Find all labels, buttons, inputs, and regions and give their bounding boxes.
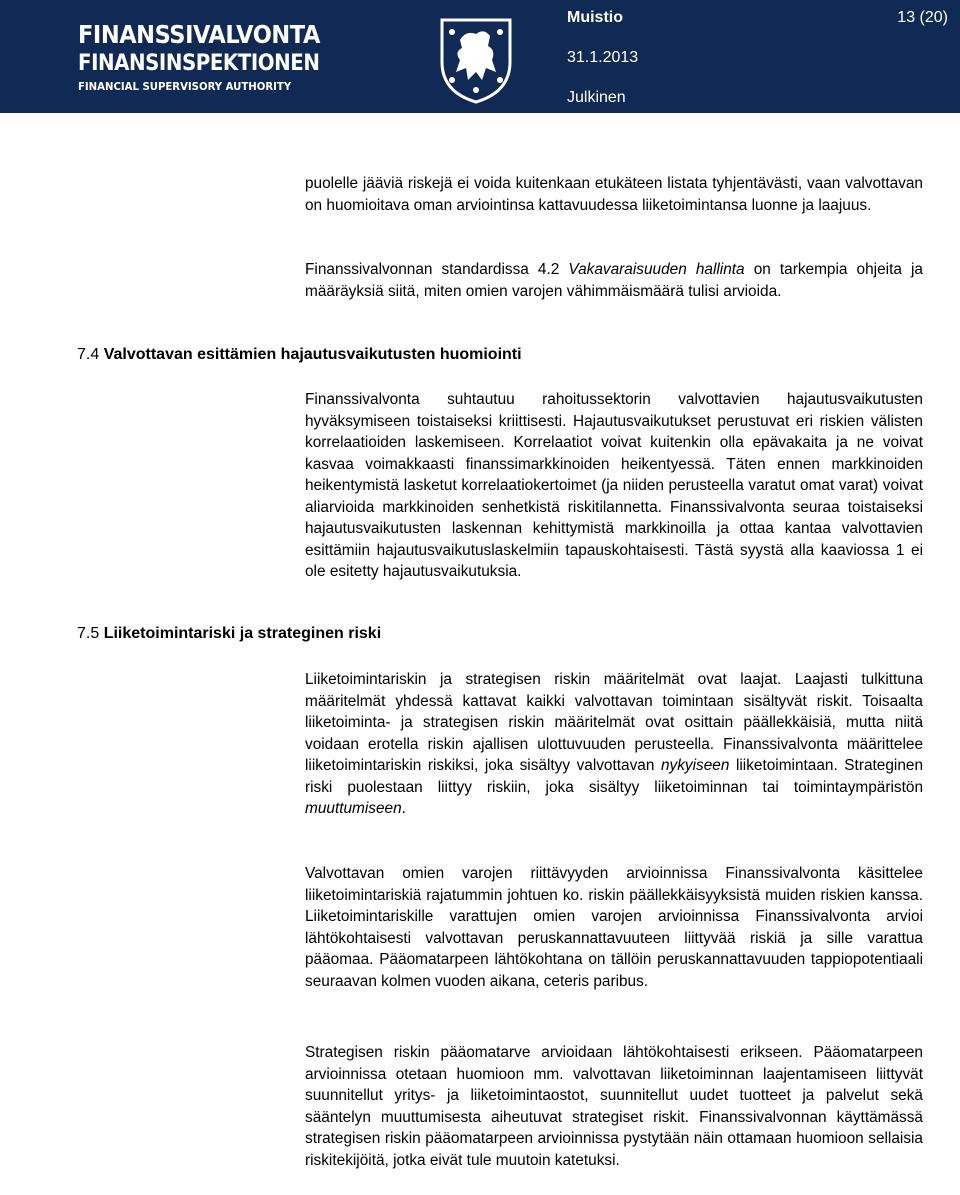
text-segment: Liiketoimintariskin ja strategisen riskin määritelmät ovat laajat. Laajasti tulkittuna määritelmät yhdessä kattavat kaikki valvottavan toimintaan sisältyvät riskit. Toisaalta liiketoiminta- ja strategisen riskin määritelmät ovat osittain päällekkäisiä, mutta niitä voidaan erotella riskin ajallisen ulottuvuuden perusteella. Finanssivalvonta määrittelee liiketoimintariskin riskiksi, joka sisältyy valvottavan [305, 671, 923, 774]
section-title: Liiketoimintariski ja strateginen riski [103, 625, 382, 642]
section-heading-7-4 [77, 346, 522, 364]
text-segment: . [401, 800, 406, 817]
logo-line-2: FINANSINSPEKTIONEN [78, 51, 320, 76]
emphasis-current: nykyiseen [660, 757, 730, 774]
section-number: 7.4 [77, 346, 100, 363]
paragraph-standard-reference [305, 259, 923, 302]
logo-line-3: FINANCIAL SUPERVISORY AUTHORITY [78, 80, 292, 93]
header-banner [0, 0, 960, 113]
paragraph-capital-adequacy: Valvottavan omien varojen riittävyyden arvioinnissa Finanssivalvonta käsittelee liiketoimintariskiä rajatummin johtuen ko. riskin päällekkäisyyksistä muiden riskien kanssa. Liiketoimintariskille varattujen omien varojen arvioinnissa Finanssivalvonta arvioi lähtökohtaisesti valvottavan peruskannattavuuteen liittyvää riskiä ja sille varattua pääomaa. Pääomatarpeen lähtökohtana on tällöin peruskannattavuuden tappiopotentiaali seuraavan kolmen vuoden aikana, ceteris paribus. [305, 865, 923, 990]
section-title: Valvottavan esittämien hajautusvaikutusten huomiointi [103, 346, 522, 363]
logo-line-1: FINANSSIVALVONTA [78, 20, 320, 49]
paragraph-business-risk-definition [305, 669, 923, 820]
emphasis-change: muuttumiseen [305, 800, 402, 817]
text-segment: Finanssivalvonnan standardissa 4.2 [305, 261, 569, 278]
section-heading-7-5 [77, 625, 381, 643]
document-type: Muistio [567, 9, 623, 26]
text-segment: liiketoimintaan. Strateginen riski puolestaan liittyy riskiin, joka sisältyy liiketoiminnan tai toimintaympäristön [305, 757, 923, 796]
paragraph-strategic-risk: Strategisen riskin pääomatarve arvioidaan lähtökohtaisesti erikseen. Pääomatarpeen arvioinnissa otetaan huomioon mm. valvottavan liiketoiminnan laajentamiseen liittyvät suunnitellut yritys- ja liiketoimintaostot, suunnitellut uudet tuotteet ja palvelut sekä sääntelyn muuttumisesta aiheutuvat strategiset riskit. Finanssivalvonnan käyttämässä strategisen riskin pääomatarpeen arvioinnissa pystytään näin ottamaan huomioon sellaisia riskitekijöitä, jotka eivät tule muutoin katetuksi. [305, 1044, 923, 1169]
standard-title: Vakavaraisuuden hallinta [568, 261, 745, 278]
document-date: 31.1.2013 [567, 49, 639, 66]
text-segment: on tarkempia ohjeita ja määräyksiä siitä, miten omien varojen vähimmäismäärä tulisi arvioida. [305, 261, 923, 300]
paragraph-risks-intro: puolelle jääviä riskejä ei voida kuitenkaan etukäteen listata tyhjentävästi, vaan valvottavan on huomioitava oman arviointinsa kattavuudessa liiketoimintansa luonne ja laajuus. [305, 175, 923, 214]
page-number: 13 (20) [897, 9, 948, 26]
paragraph-diversification: Finanssivalvonta suhtautuu rahoitussektorin valvottavien hajautusvaikutusten hyväksymiseen toistaiseksi kriittisesti. Hajautusvaikutukset perustuvat eri riskien välisten korrelaatioiden laskemiseen. Korrelaatiot voivat kuitenkin olla epävakaita ja ne voivat kasvaa voimakkaasti finanssimarkkinoiden heikentyessä. Täten ennen markkinoiden heikentymistä lasketut korrelaatiokertoimet (ja niiden perusteella varatut omat varat) voivat aliarvioida markkinoiden senhetkistä riskitilannetta. Finanssivalvonta seuraa toistaiseksi hajautusvaikutusten laskennan kehittymistä markkinoilla ja ottaa kantaa valvottavien esittämiin hajautusvaikutuslaskelmiin tapauskohtaisesti. Tästä syystä alla kaaviossa 1 ei ole esitetty hajautusvaikutuksia. [305, 391, 923, 580]
lion-crest-icon [430, 10, 522, 106]
section-number: 7.5 [77, 625, 100, 642]
classification: Julkinen [567, 89, 626, 106]
